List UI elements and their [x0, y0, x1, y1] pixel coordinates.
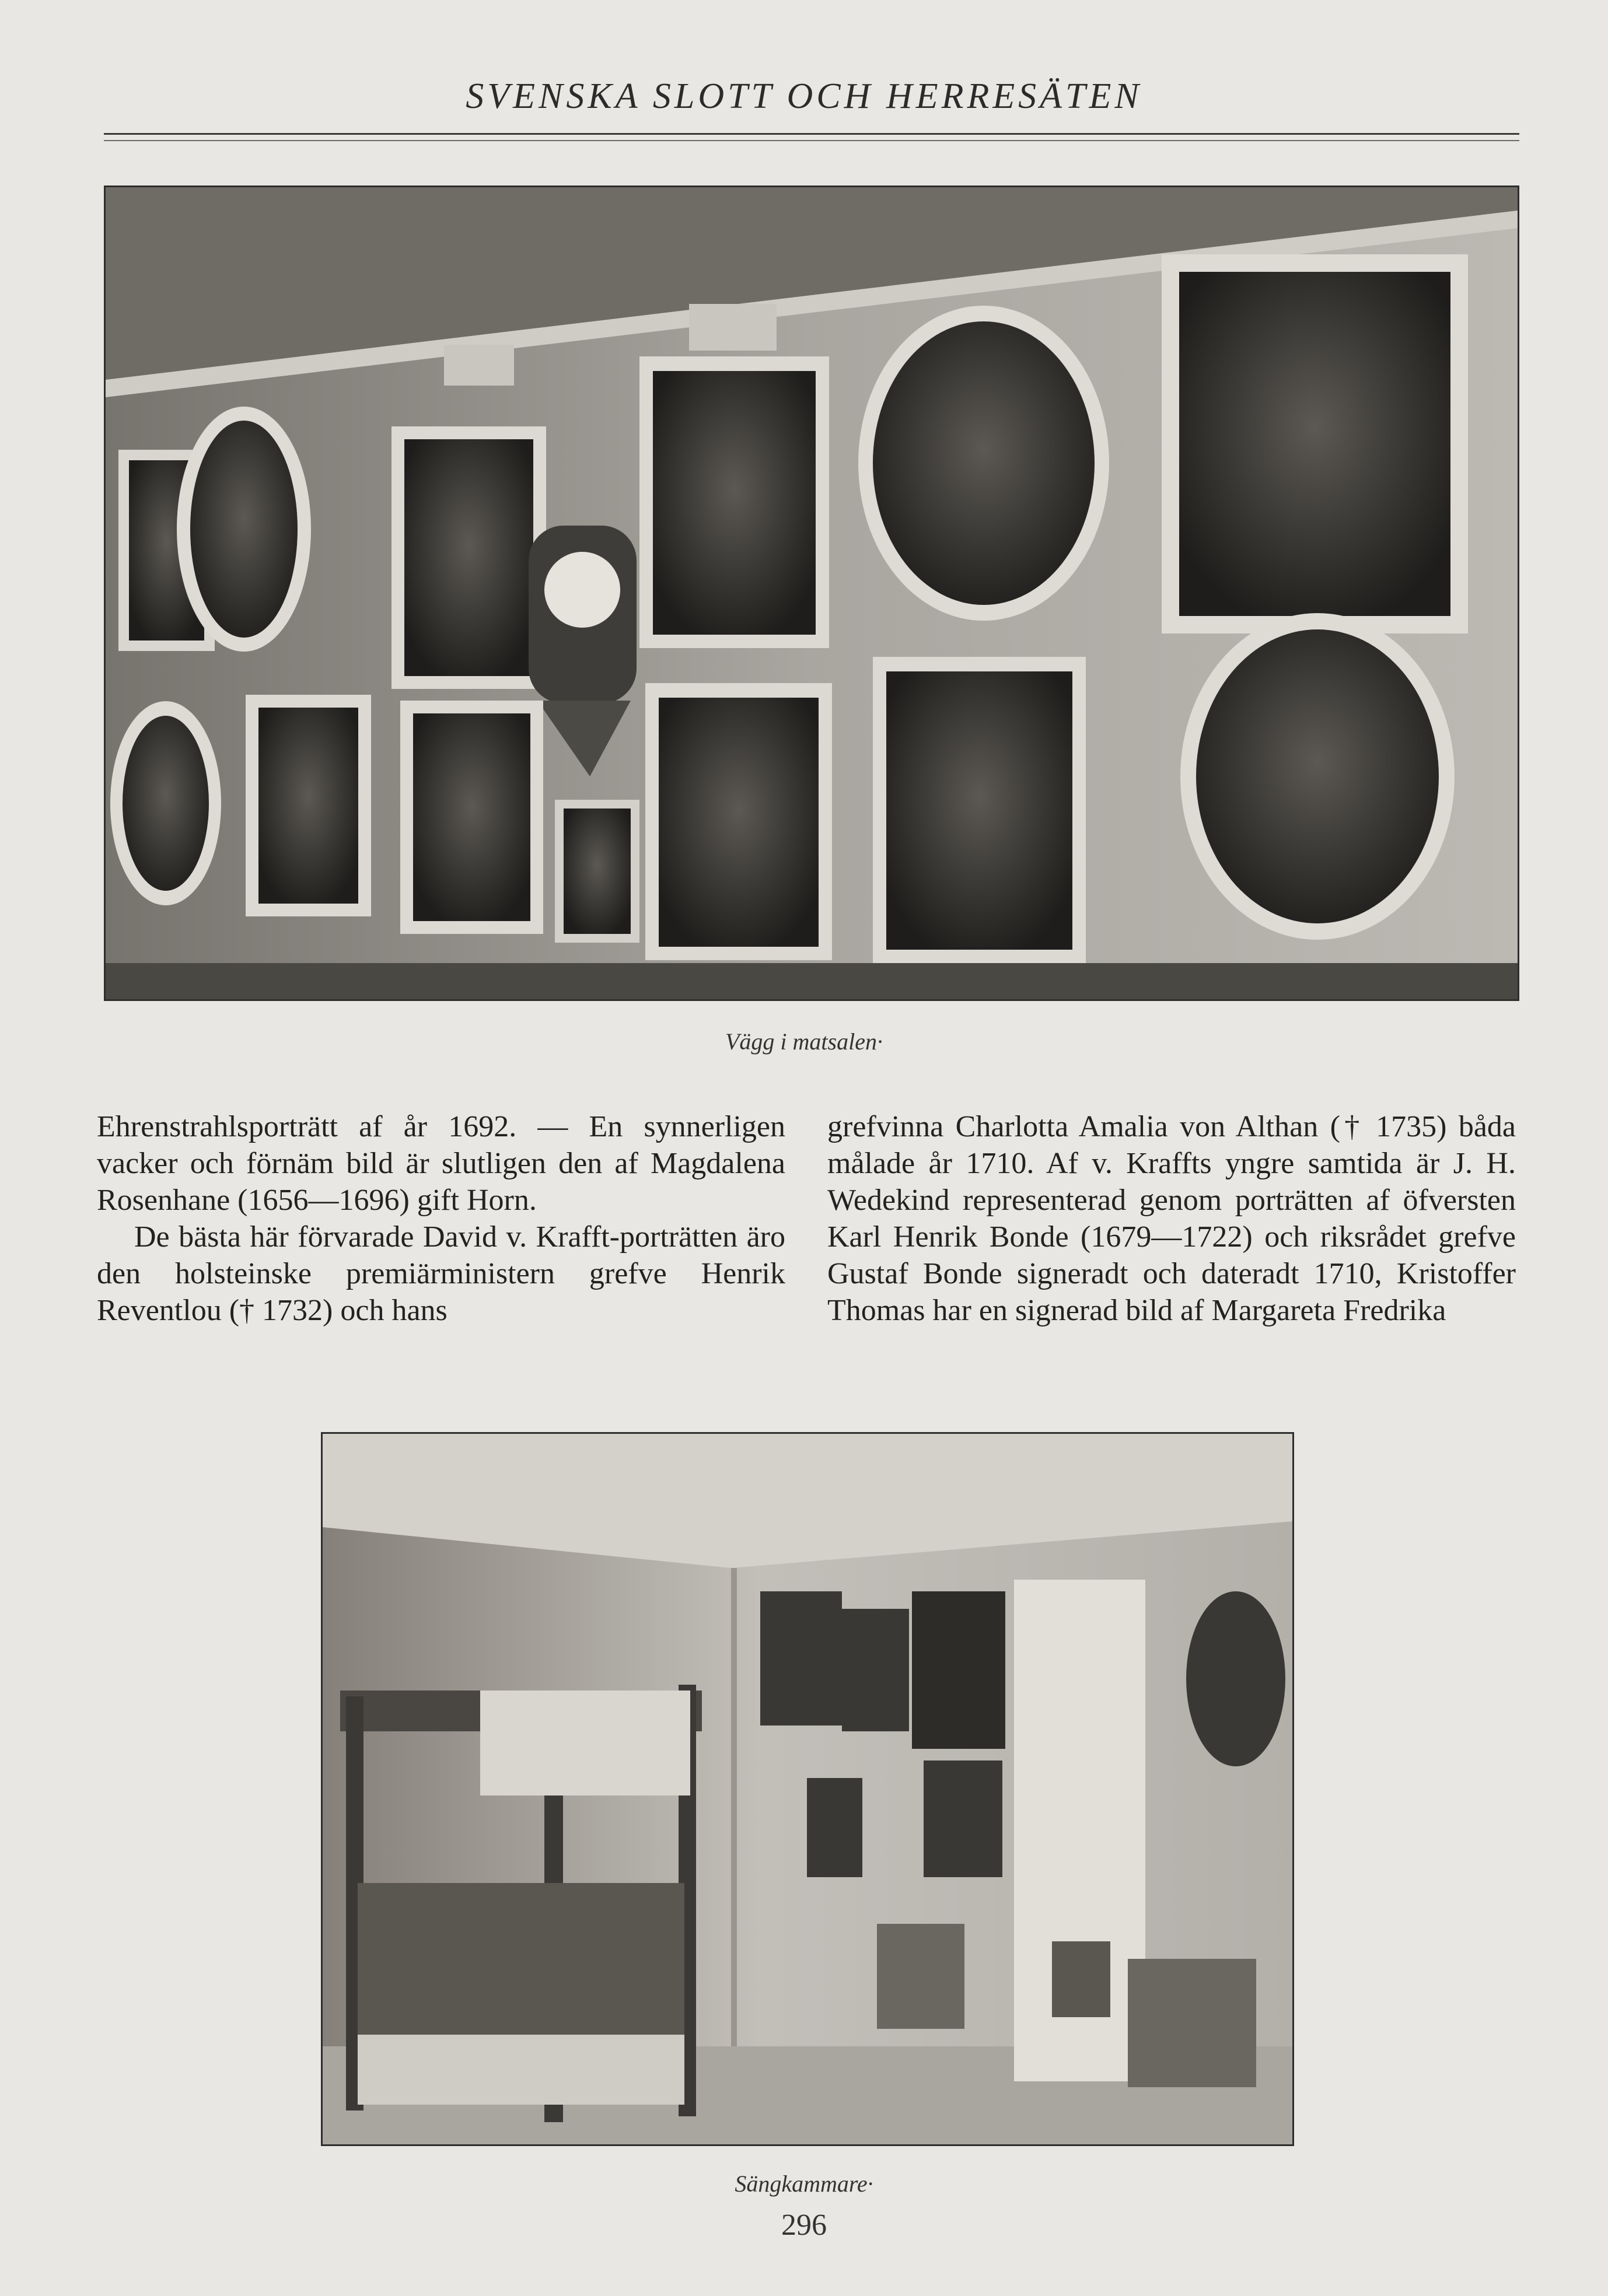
caption-bottom: Sängkammare· [735, 2171, 873, 2197]
caption-top: Vägg i matsalen· [725, 1028, 883, 1055]
paragraph-2: De bästa här förvarade David v. Krafft-porträtten äro den holsteinske premiärministern grefve Henrik Reventlou († 1732) och hans [97, 1220, 785, 1327]
photo-bedchamber [321, 1432, 1294, 2146]
photo-dining-room-wall [104, 186, 1519, 1001]
paragraph-1: Ehrenstrahlsporträtt af år 1692. — En synnerligen vacker och förnäm bild är slutligen den af Magdalena Rosenhane (1656—1696) gift Horn. [97, 1110, 785, 1217]
header-rule [104, 133, 1519, 135]
bedchamber-illustration [323, 1434, 1292, 2144]
page-number: 296 [781, 2208, 827, 2242]
text-column-left [97, 1108, 785, 1329]
portrait-wall-illustration [106, 187, 1518, 999]
paragraph-3: grefvinna Charlotta Amalia von Althan († 1735) båda målade år 1710. Af v. Kraffts yngre samtida är J. H. Wedekind representerad genom porträtten af öfversten Karl Henrik Bonde (1679—1722) och riksrådet grefve Gustaf Bonde signeradt och dateradt 1710, Kristoffer Thomas har en signerad bild af Margareta Fredrika [827, 1110, 1516, 1327]
text-column-right [827, 1108, 1516, 1329]
header-rule-thin [104, 140, 1519, 141]
running-head: SVENSKA SLOTT OCH HERRESÄTEN [466, 76, 1142, 116]
